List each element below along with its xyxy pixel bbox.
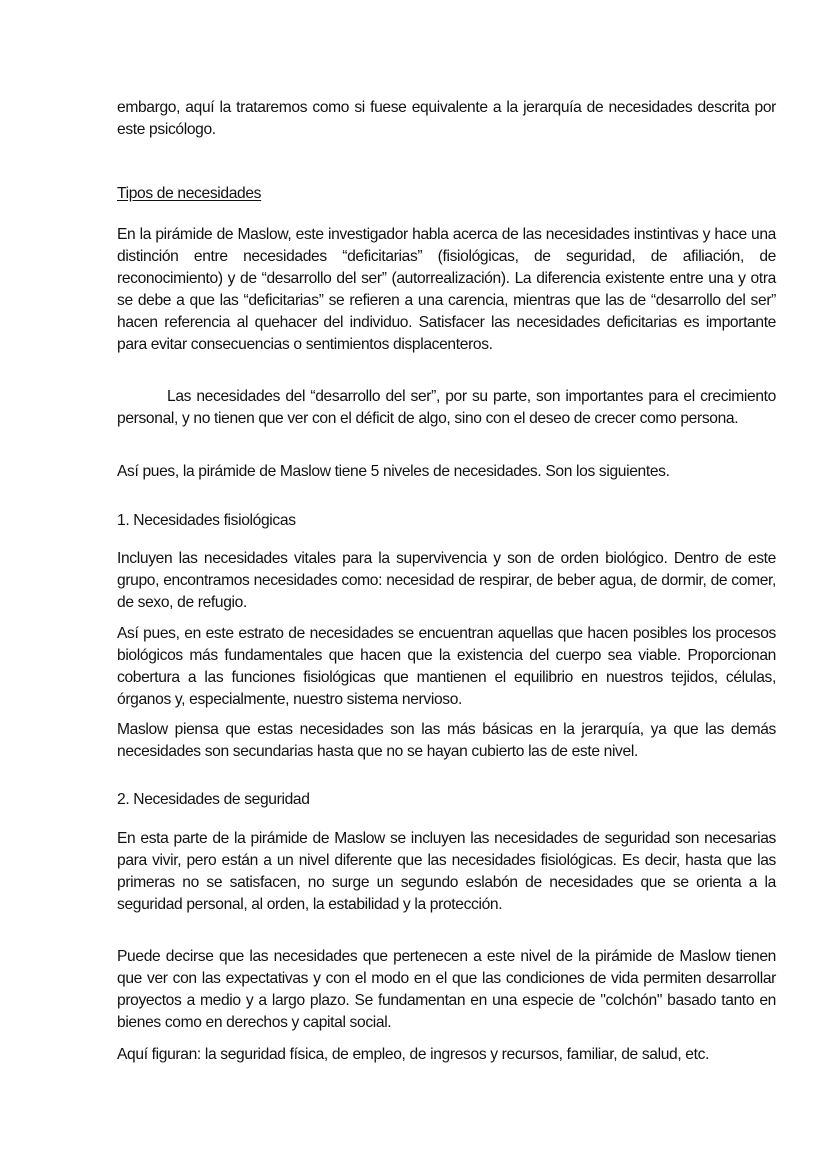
heading-physiological-needs: 1. Necesidades fisiológicas — [117, 512, 296, 529]
paragraph-deficit-vs-growth: En la pirámide de Maslow, este investigador habla acerca de las necesidades instintivas y hace una distinción entre necesidades “deficitarias” (fisiológicas, de seguridad, de afiliación, de reconocimiento) y de “desarrollo del ser” (autorrealización). La diferencia existente entre una y otra se debe a que las “deficitarias” se refieren a una carencia, mientras que las de “desarrollo del ser” hacen referencia al quehacer del individuo. Satisfacer las necesidades deficitarias es importante para evitar consecuencias o sentimientos displacenteros. — [117, 226, 776, 353]
safety-paragraph-2: Puede decirse que las necesidades que pertenecen a este nivel de la pirámide de Maslow tienen que ver con las expectativas y con el modo en el que las condiciones de vida permiten desarrollar proyectos a medio y a largo plazo. Se fundamentan en una especie de "colchón" basado tanto en bienes como en derechos y capital social. — [117, 948, 776, 1031]
paragraph-five-levels: Así pues, la pirámide de Maslow tiene 5 niveles de necesidades. Son los siguientes. — [117, 463, 670, 480]
safety-paragraph-3: Aquí figuran: la seguridad física, de empleo, de ingresos y recursos, familiar, de salud, etc. — [117, 1046, 710, 1063]
physiological-paragraph-2: Así pues, en este estrato de necesidades se encuentran aquellas que hacen posibles los procesos biológicos más fundamentales que hacen que la existencia del cuerpo sea viable. Proporcionan cobertura a las funciones fisiológicas que mantienen el equilibrio en nuestros tejidos, células, órganos y, especialmente, nuestro sistema nervioso. — [117, 625, 776, 708]
physiological-paragraph-3: Maslow piensa que estas necesidades son las más básicas en la jerarquía, ya que las demás necesidades son secundarias hasta que no se hayan cubierto las de este nivel. — [117, 721, 776, 760]
section-title: Tipos de necesidades — [117, 185, 262, 202]
safety-paragraph-1: En esta parte de la pirámide de Maslow se incluyen las necesidades de seguridad son necesarias para vivir, pero están a un nivel diferente que las necesidades fisiológicas. Es decir, hasta que las primeras no se satisfacen, no surge un segundo eslabón de necesidades que se orienta a la seguridad personal, al orden, la estabilidad y la protección. — [117, 830, 776, 913]
heading-safety-needs: 2. Necesidades de seguridad — [117, 791, 310, 808]
physiological-paragraph-1: Incluyen las necesidades vitales para la supervivencia y son de orden biológico. Dentro de este grupo, encontramos necesidades como: necesidad de respirar, de beber agua, de dormir, de comer, de sexo, de refugio. — [117, 550, 776, 611]
paragraph-growth-needs: Las necesidades del “desarrollo del ser”, por su parte, son importantes para el crecimiento personal, y no tienen que ver con el déficit de algo, sino con el deseo de crecer como persona. — [117, 388, 776, 427]
intro-tail-paragraph: embargo, aquí la trataremos como si fuese equivalente a la jerarquía de necesidades descrita por este psicólogo. — [117, 99, 776, 138]
